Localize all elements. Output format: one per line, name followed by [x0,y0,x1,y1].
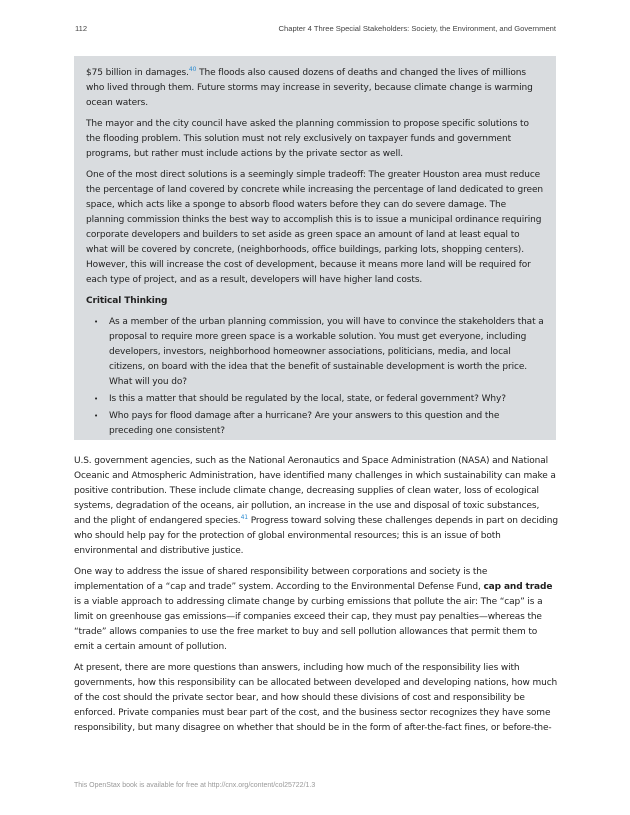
case-paragraph-3: One of the most direct solutions is a seemingly simple tradeoff: The greater Houston area must reduce the percentage of land covered by concrete while increasing the percentage of land dedicated to green space, which acts like a sponge to absorb flood waters before they can do severe damage. The planning commission thinks the best way to accomplish this is to issue a municipal ordinance requiring corporate developers and builders to set aside as green space an amount of land at least equal to what will be covered by concrete, (neighborhoods, office buildings, parking lots, shopping centers). However, this will increase the cost of development, because it means more land will be required for each type of project, and as a result, developers will have higher land costs. [86,170,544,285]
body-p2-text-start: One way to address the issue of shared responsibility between corporations and society is the implementation of a “cap and trade” system. According to the Environmental Defense Fund, [74,567,488,592]
list-item [94,315,544,390]
main-body-text [74,454,558,742]
body-p1-text-start: U.S. government agencies, such as the National Aeronautics and Space Administration (NASA) and National Oceanic and Atmospheric Administration, have identified many challenges in which sustainability can make a positive contribution. These include climate change, decreasing supplies of clean water, loss of ecological systems, degradation of the oceans, air pollution, an increase in the use and disposal of toxic substances, and the plight of endangered species. [74,456,556,526]
list-item-text: Is this a matter that should be regulated by the local, state, or federal government? Why? [109,394,506,404]
bullet-icon: • [94,395,99,403]
bullet-icon: • [94,318,99,326]
critical-thinking-list [86,315,544,439]
case-p1-text-end: The floods also caused dozens of deaths and changed the lives of millions who lived through them. Future storms may increase in severity, because climate change is warming ocean waters. [86,68,533,108]
chapter-title: Chapter 4 Three Special Stakeholders: Society, the Environment, and Government [278,24,556,33]
list-item-text: As a member of the urban planning commission, you will have to convince the stakeholders that a proposal to require more green space is a workable solution. You must get everyone, including developers, investors, neighborhood homeowner associations, politicians, media, and local citizens, on board with the idea that the benefit of sustainable development is worth the price. What will you do? [109,317,544,387]
body-p1-text-end: Progress toward solving these challenges depends in part on deciding who should help pay for the protection of global environmental resources; this is an issue of both environmental and distributive justice. [74,516,558,556]
body-paragraph-1 [74,454,558,559]
list-item-text: Who pays for flood damage after a hurricane? Are your answers to this question and the preceding one consistent? [109,411,500,436]
endnote-link-41[interactable]: 41 [240,514,248,521]
body-p2-text-end: is a viable approach to addressing climate change by curbing emissions that pollute the air: The “cap” is a limit on greenhouse gas emissions—if companies exceed their cap, they must pay penalties—whereas the “trade” allows companies to use the free market to buy and sell pollution allowances that permit them to emit a certain amount of pollution. [74,597,543,652]
case-paragraph-1 [86,66,544,111]
footer-availability-note: This OpenStax book is available for free at http://cnx.org/content/col25722/1.3 [74,782,316,789]
case-study-box [74,56,556,440]
critical-thinking-heading: Critical Thinking [86,296,168,306]
page-number: 112 [75,24,88,33]
body-paragraph-3: At present, there are more questions than answers, including how much of the responsibility lies with governments, how this responsibility can be allocated between developed and developing nations, how much of the cost should the private sector bear, and how should these divisions of cost and responsibility be enforced. Private companies must bear part of the cost, and the business sector recognizes they have some responsibility, but many disagree on whether that should be in the form of after-the-fact fines, or before-the- [74,663,558,733]
bullet-icon: • [94,412,99,420]
body-paragraph-2 [74,565,558,655]
case-p1-text-start: $75 billion in damages. [86,68,189,78]
endnote-link-40[interactable]: 40 [188,66,197,73]
case-paragraph-2: The mayor and the city council have asked the planning commission to propose specific solutions to the flooding problem. This solution must not rely exclusively on taxpayer funds and government programs, but rather must include actions by the private sector as well. [86,119,529,159]
list-item [94,409,544,439]
list-item [94,392,544,407]
running-header [75,24,556,38]
key-term-cap-and-trade: cap and trade [483,582,553,592]
